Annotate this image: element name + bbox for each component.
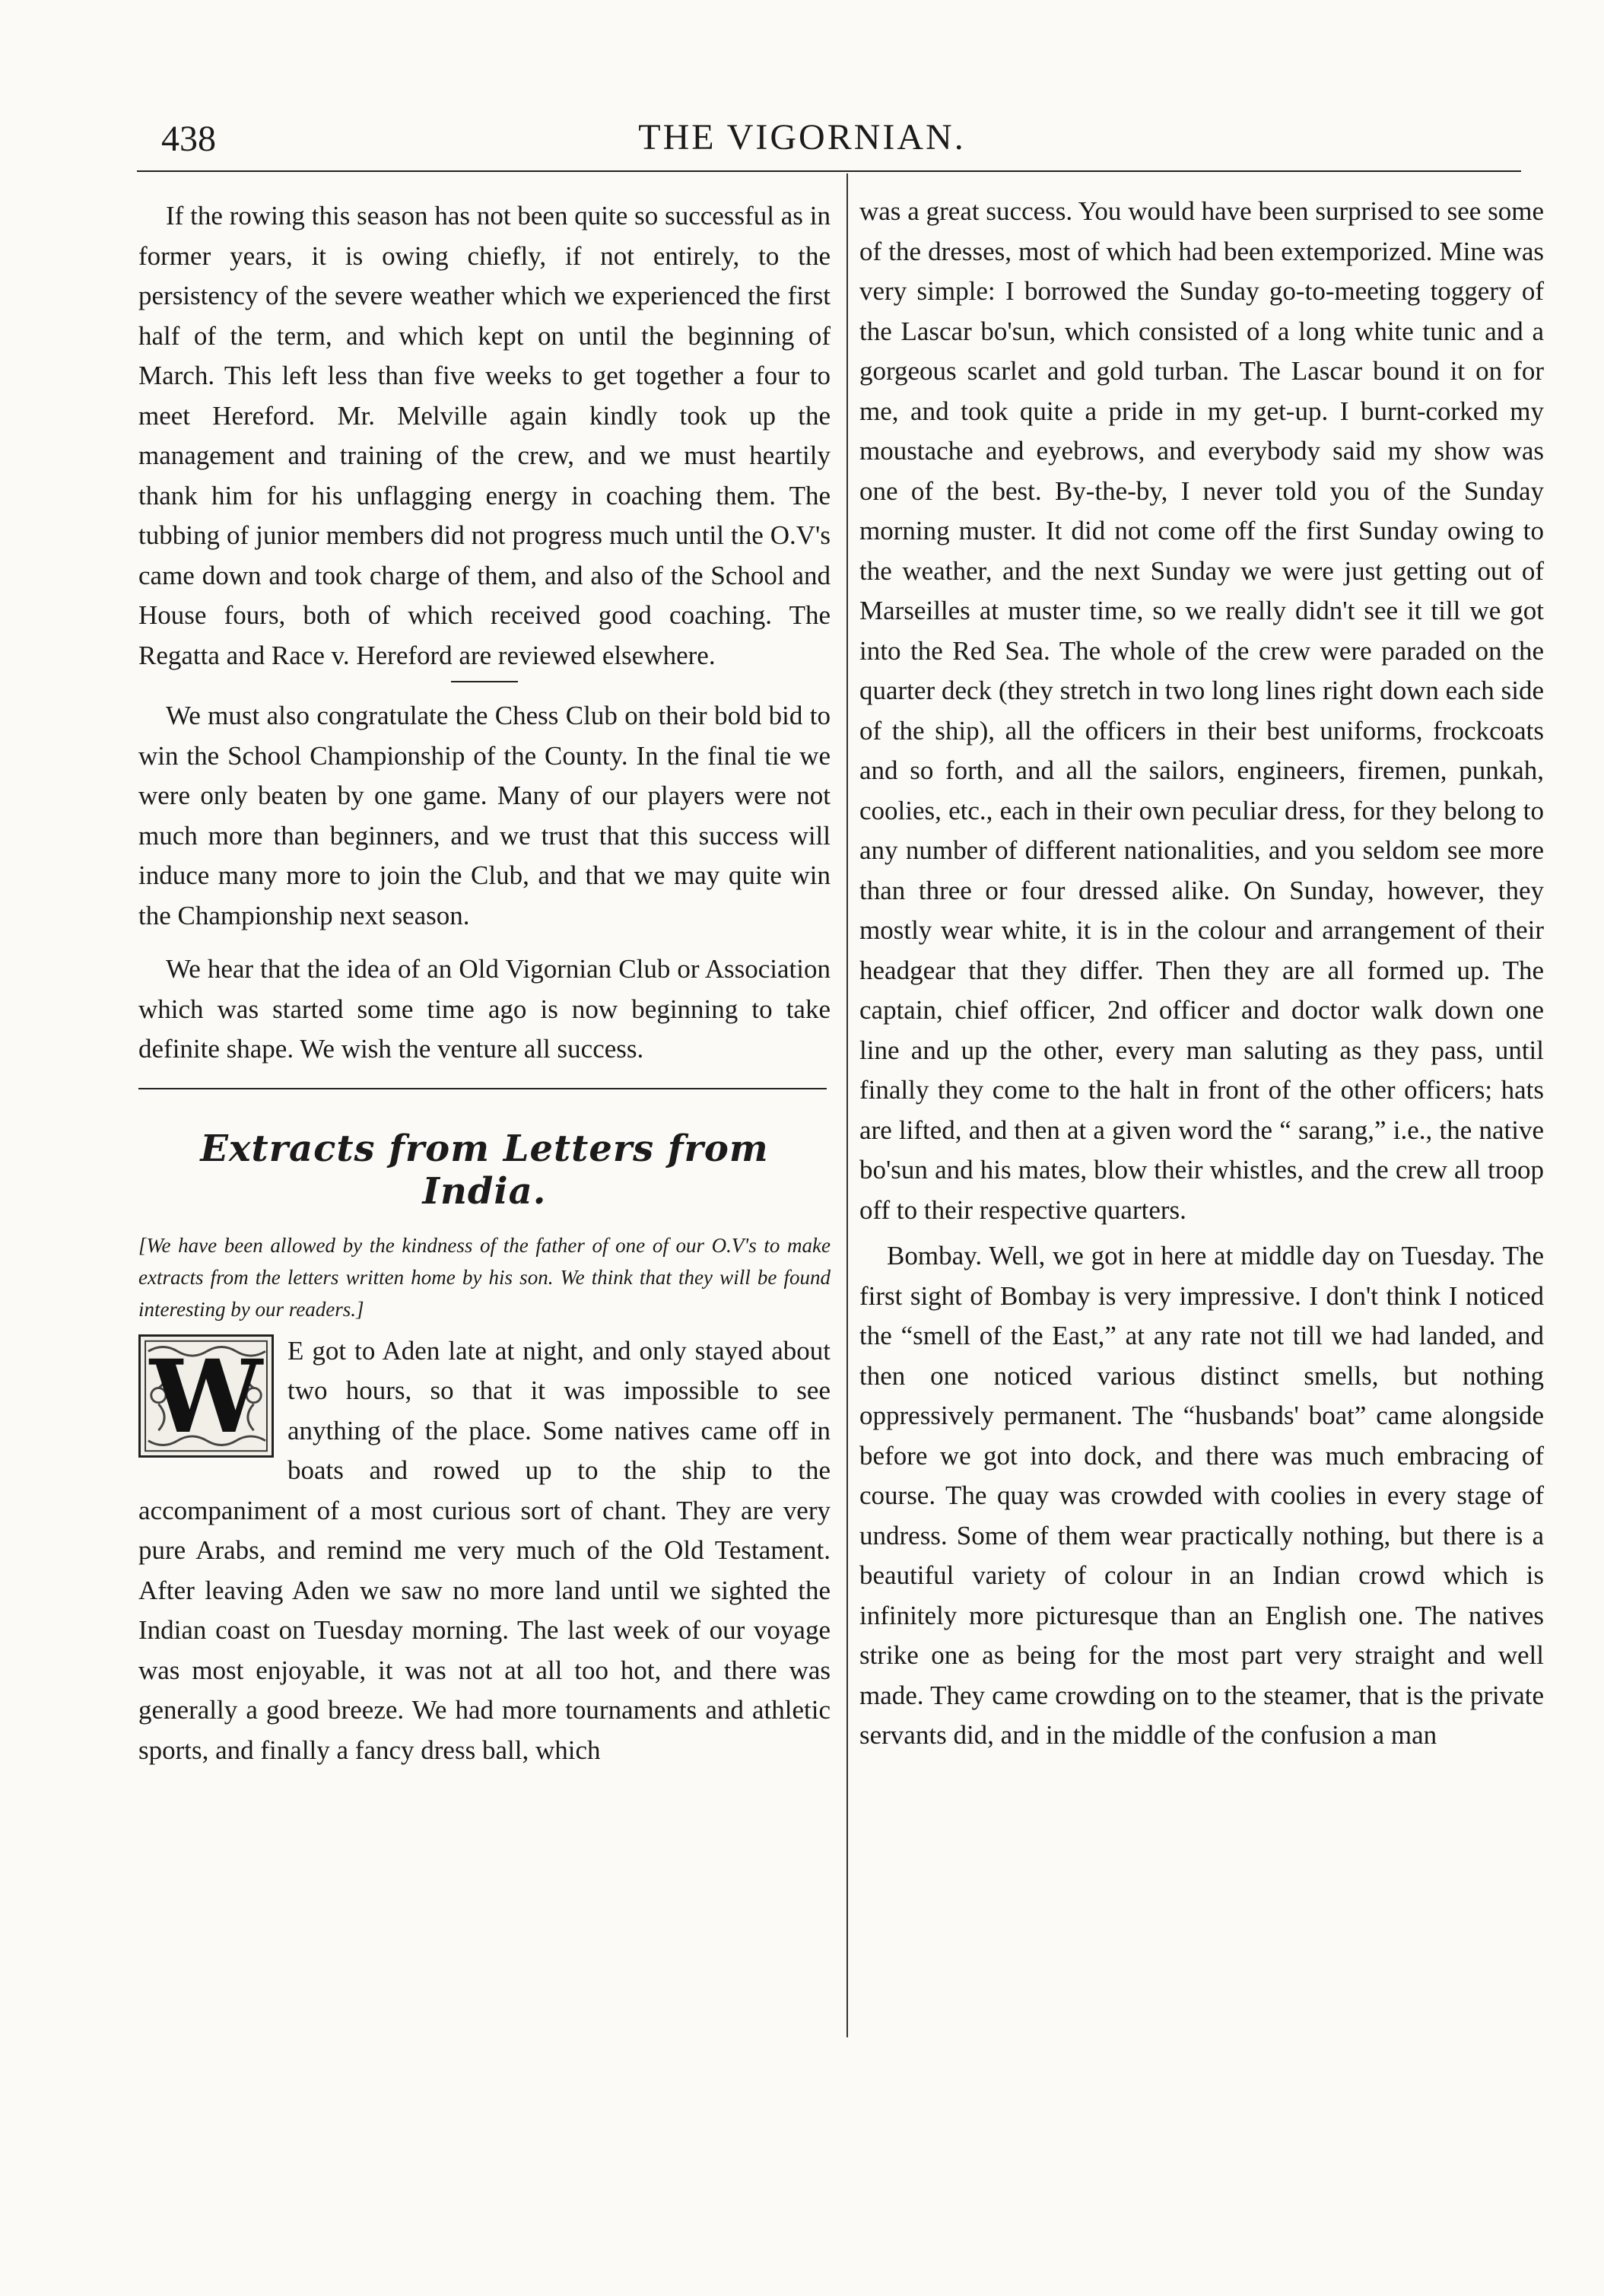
header-rule-left [137, 170, 935, 172]
column-divider [846, 173, 848, 2037]
chess-paragraph: We must also congratulate the Chess Club on their bold bid to win the School Championship of the County. In the final tie we were only beaten by one game. Many of our players were not much more than beginners, and we trust that this success will induce many more to join the Club, and that we may quite win the Championship next season. [138, 701, 831, 930]
section-heading: Extracts from Letters from India. [200, 1127, 769, 1213]
running-title: THE VIGORNIAN. [638, 117, 966, 157]
old-vigornian-paragraph: We hear that the idea of an Old Vigornian Club or Association which was started some time ago is now beginning to take definite shape. We wish the venture all success. [138, 954, 831, 1064]
bombay-paragraph: Bombay. Well, we got in here at middle day on Tuesday. The first sight of Bombay is very impressive. I don't think I noticed the “smell of the East,” at any rate not till we had landed, and then one noticed various distinct smells, but nothing oppressively permanent. The “husbands' boat” came alongside before we got into dock, and there was much embracing of course. The quay was crowded with coolies in every stage of undress. Some of them wear practically nothing, but there is a beautiful variety of colour in an Indian crowd which is infinitely more picturesque than an English one. The natives strike one as being for the most part very straight and well made. They came crowding on to the steamer, that is the private servants did, and in the middle of the confusion a man [859, 1241, 1544, 1750]
ornamental-drop-cap [138, 1334, 274, 1458]
short-separator [451, 681, 518, 682]
drop-cap-letter: W [149, 1337, 263, 1456]
aden-letter-paragraph: E got to Aden late at night, and only stayed about two hours, so that it was impossible to see anything of the place. Some natives came off in boats and rowed up to the ship to the accompaniment of a most curious sort of chant. They are very pure Arabs, and remind me very much of the Old Testament. After leaving Aden we saw no more land until we sighted the Indian coast on Tuesday morning. The last week of our voyage was most enjoyable, it was not at all too hot, and there was generally a good breeze. We had more tournaments and athletic sports, and finally a fancy dress ball, which [138, 1335, 831, 1765]
rowing-paragraph: If the rowing this season has not been quite so successful as in former years, it is owing chiefly, if not entirely, to the persistency of the severe weather which we experienced the first half of the term, and which kept on until the beginning of March. This left less than five weeks to get together a four to meet Hereford. Mr. Melville again kindly took up the management and training of the crew, and we must heartily thank him for his unflagging energy in coaching them. The tubbing of junior members did not progress much until the O.V's came down and took charge of them, and also of the School and House fours, both of which received good coaching. The Regatta and Race v. Hereford are reviewed elsewhere. [138, 201, 831, 670]
right-column [859, 192, 1544, 1756]
left-column [138, 196, 831, 1770]
section-separator [138, 1088, 827, 1089]
fancy-dress-paragraph: was a great success. You would have been surprised to see some of the dresses, most of which had been extemporized. Mine was very simple: I borrowed the Sunday go-to-meeting toggery of the Lascar bo'sun, which consisted of a long white tunic and a gorgeous scarlet and gold turban. The Lascar bound it on for me, and took quite a pride in my get-up. I burnt-corked my moustache and eyebrows, and everybody said my show was one of the best. By-the-by, I never told you of the Sunday morning muster. It did not come off the first Sunday owing to the weather, and the next Sunday we were just getting out of Marseilles at muster time, so we really didn't see it till we got into the Red Sea. The whole of the crew were paraded on the quarter deck (they stretch in two long lines right down each side of the ship), all the officers in their best uniforms, frockcoats and so forth, and all the sailors, engineers, firemen, punkah, coolies, etc., each in their own peculiar dress, for they belong to any number of different nationalities, and you seldom see more than three or four dressed alike. On Sunday, however, they mostly wear white, it is in the colour and arrangement of their headgear that they differ. Then they are all formed up. The captain, chief officer, 2nd officer and doctor walk down one line and up the other, every man saluting as they pass, until finally they come to the halt in front of the other officers; hats are lifted, and then at a given word the “ sarang,” i.e., the native bo'sun and his mates, blow their whistles, and the crew all troop off to their respective quarters. [859, 196, 1544, 1225]
header-rule-right [850, 170, 1521, 172]
page-number: 438 [161, 119, 216, 159]
editor-note: [We have been allowed by the kindness of the father of one of our O.V's to make extracts from the letters written home by his son. We think that they will be found interesting by our readers.] [138, 1233, 831, 1321]
